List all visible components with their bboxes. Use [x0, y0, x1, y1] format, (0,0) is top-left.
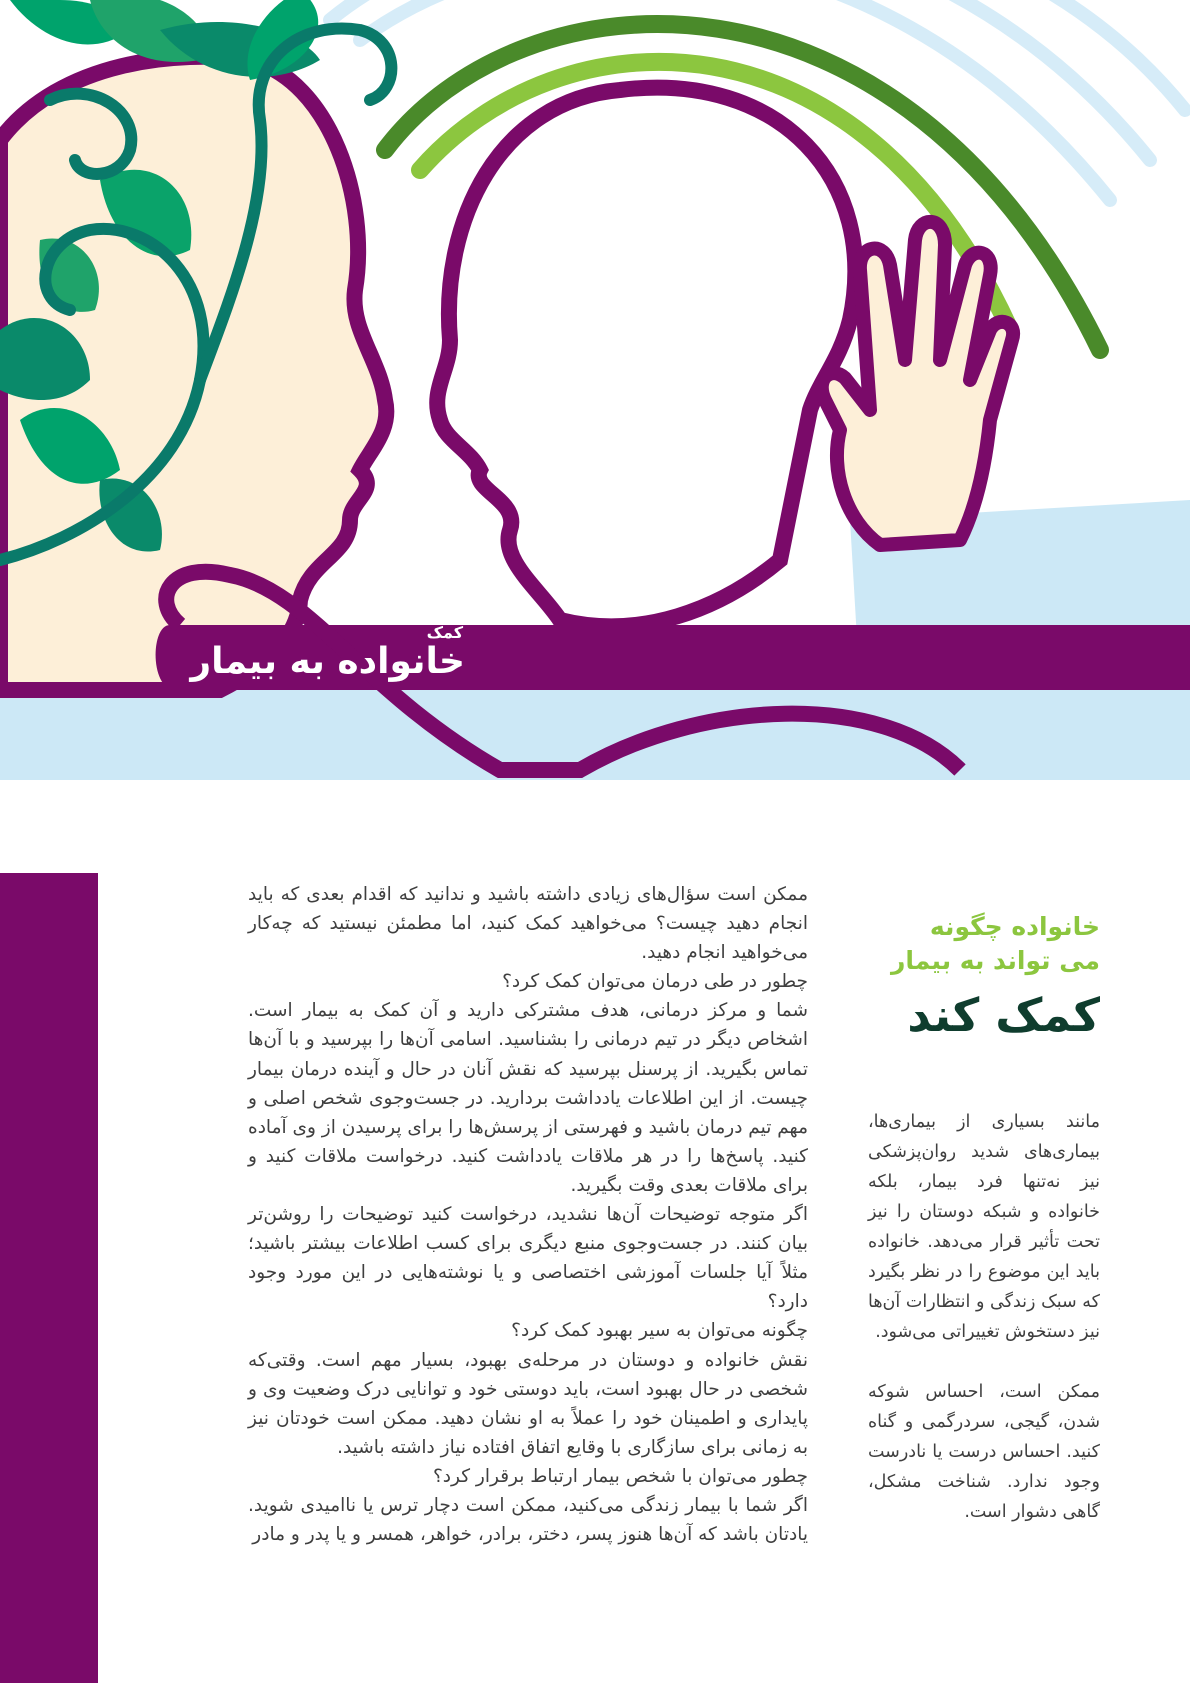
left-purple-bar [0, 873, 98, 1683]
main-paragraph: شما و مرکز درمانی، هدف مشترکی دارید و آن کمک به بیمار است. اشخاص دیگر در تیم درمانی را بشناسید. اسامی آن‌ها را بپرسید و با آن‌ها تماس بگیرید. از پرسنل بپرسید که نقش آنان در حال و آینده درمان بیمار چیست. از این اطلاعات یادداشت بردارید. در جست‌وجوی شخص اصلی و مهم تیم درمان باشید و فهرستی از پرسش‌ها را برای پرسیدن از وی آماده کنید. پاسخ‌ها را در هر ملاقات یادداشت کنید. درخواست ملاقات کنید و برای ملاقات بعدی وقت بگیرید. [248, 1000, 808, 1196]
right-head [437, 88, 855, 627]
banner-main-title: خانواده به بیمار [190, 641, 465, 682]
banner-title [190, 623, 465, 684]
main-paragraph: نقش خانواده و دوستان در مرحله‌ی بهبود، بسیار مهم است. وقتی‌که شخصی در حال بهبود است، باید دوستی خود و توانایی درک وضعیت وی و پایداری و اطمینان خود را عملاً به او نشان دهید. ممکن است خودتان نیز به زمانی برای سازگاری با وقایع اتفاق افتاده نیاز داشته باشید. [248, 1349, 808, 1458]
sidebar-heading-line1: خانواده چگونه [929, 912, 1100, 941]
sidebar-column [868, 1107, 1100, 1527]
main-paragraph: ممکن است سؤال‌های زیادی داشته باشید و ندانید که اقدام بعدی که باید انجام دهید چیست؟ می‌خواهید کمک کنید، اما مطمئن نیستید که چه‌کار می‌خواهید انجام دهید. [248, 884, 808, 964]
sidebar-paragraph: مانند بسیاری از بیماری‌ها، بیماری‌های شدید روان‌پزشکی نیز نه‌تنها فرد بیمار، بلکه خانواده و شبکه دوستان را نیز تحت تأثیر قرار می‌دهد. خانواده باید این موضوع را در نظر بگیرد که سبک زندگی و انتظارات آن‌ها نیز دستخوش تغییراتی می‌شود. [868, 1112, 1100, 1342]
main-question: چطور می‌توان با شخص بیمار ارتباط برقرار کرد؟ [432, 1465, 808, 1487]
main-paragraph: اگر شما با بیمار زندگی می‌کنید، ممکن است دچار ترس یا ناامیدی شوید. یادتان باشد که آن‌ها هنوز پسر، دختر، برادر، خواهر، همسر و یا پدر و مادر [248, 1494, 808, 1546]
sidebar-heading [855, 910, 1100, 1046]
sidebar-paragraph: ممکن است، احساس شوکه شدن، گیجی، سردرگمی و گناه کنید. احساس درست یا نادرست وجود ندارد. شناخت مشکل، گاهی دشوار است. [868, 1382, 1100, 1522]
main-paragraph: اگر متوجه توضیحات آن‌ها نشدید، درخواست کنید توضیحات را روشن‌تر بیان کنند. در جست‌وجوی منبع دیگری برای کسب اطلاعات بیشتر باشید؛ مثلاً آیا جلسات آموزشی اختصاصی و یا نوشته‌هایی در این مورد وجود دارد؟ [248, 1204, 808, 1313]
banner-small-label: کمک [426, 623, 463, 642]
main-question: چطور در طی درمان می‌توان کمک کرد؟ [502, 971, 808, 993]
main-column [248, 880, 808, 1549]
sidebar-heading-line2: می تواند به بیمار [890, 946, 1100, 975]
hero-illustration [0, 0, 1190, 780]
main-question: چگونه می‌توان به سیر بهبود کمک کرد؟ [511, 1320, 808, 1342]
sidebar-heading-big: کمک کند [907, 988, 1100, 1042]
